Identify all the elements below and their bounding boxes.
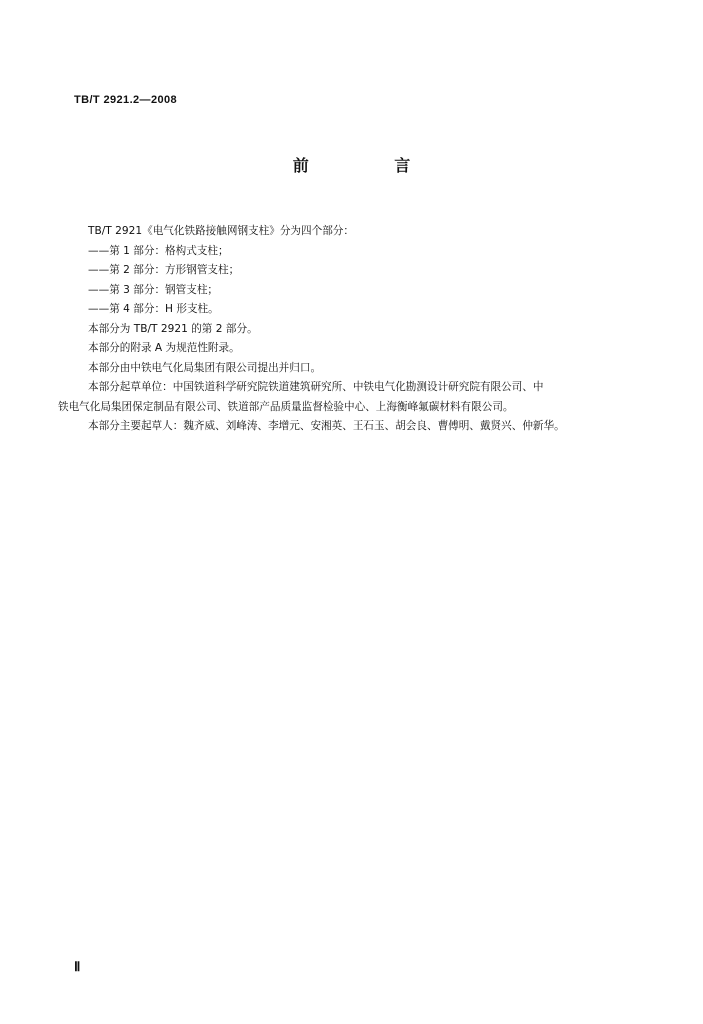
list-item-part-4: ——第 4 部分：H 形支柱。 — [88, 303, 219, 315]
paragraph-scope: 本部分为 TB/T 2921 的第 2 部分。 — [88, 322, 258, 335]
list-item-part-3: ——第 3 部分：钢管支柱； — [88, 283, 219, 296]
paragraph-proposer: 本部分由中铁电气化局集团有限公司提出并归口。 — [88, 361, 322, 374]
paragraph-drafting-units: 本部分起草单位：中国铁道科学研究院铁道建筑研究所、中铁电气化勘测设计研究院有限公司、中 — [88, 381, 544, 393]
page-number: Ⅱ — [74, 959, 81, 974]
paragraph-annex: 本部分的附录 A 为规范性附录。 — [88, 342, 240, 354]
section-title: 前 言 — [292, 156, 451, 175]
paragraph-intro: TB/T 2921《电气化铁路接触网钢支柱》分为四个部分： — [88, 225, 354, 237]
paragraph-drafters: 本部分主要起草人：魏齐威、刘峰涛、李增元、安湘英、王石玉、胡会良、曹傅明、戴贤兴、仲新华。 — [88, 420, 565, 432]
list-item-part-1: ——第 1 部分：格构式支柱； — [88, 244, 229, 257]
foreword-body — [0, 222, 703, 437]
document-number: TB/T 2921.2—2008 — [74, 94, 178, 106]
list-item-part-2: ——第 2 部分：方形钢管支柱； — [88, 264, 240, 276]
paragraph-drafting-units-continued: 铁电气化局集团保定制品有限公司、铁道部产品质量监督检验中心、上海衡峰氟碳材料有限公司。 — [58, 400, 514, 413]
